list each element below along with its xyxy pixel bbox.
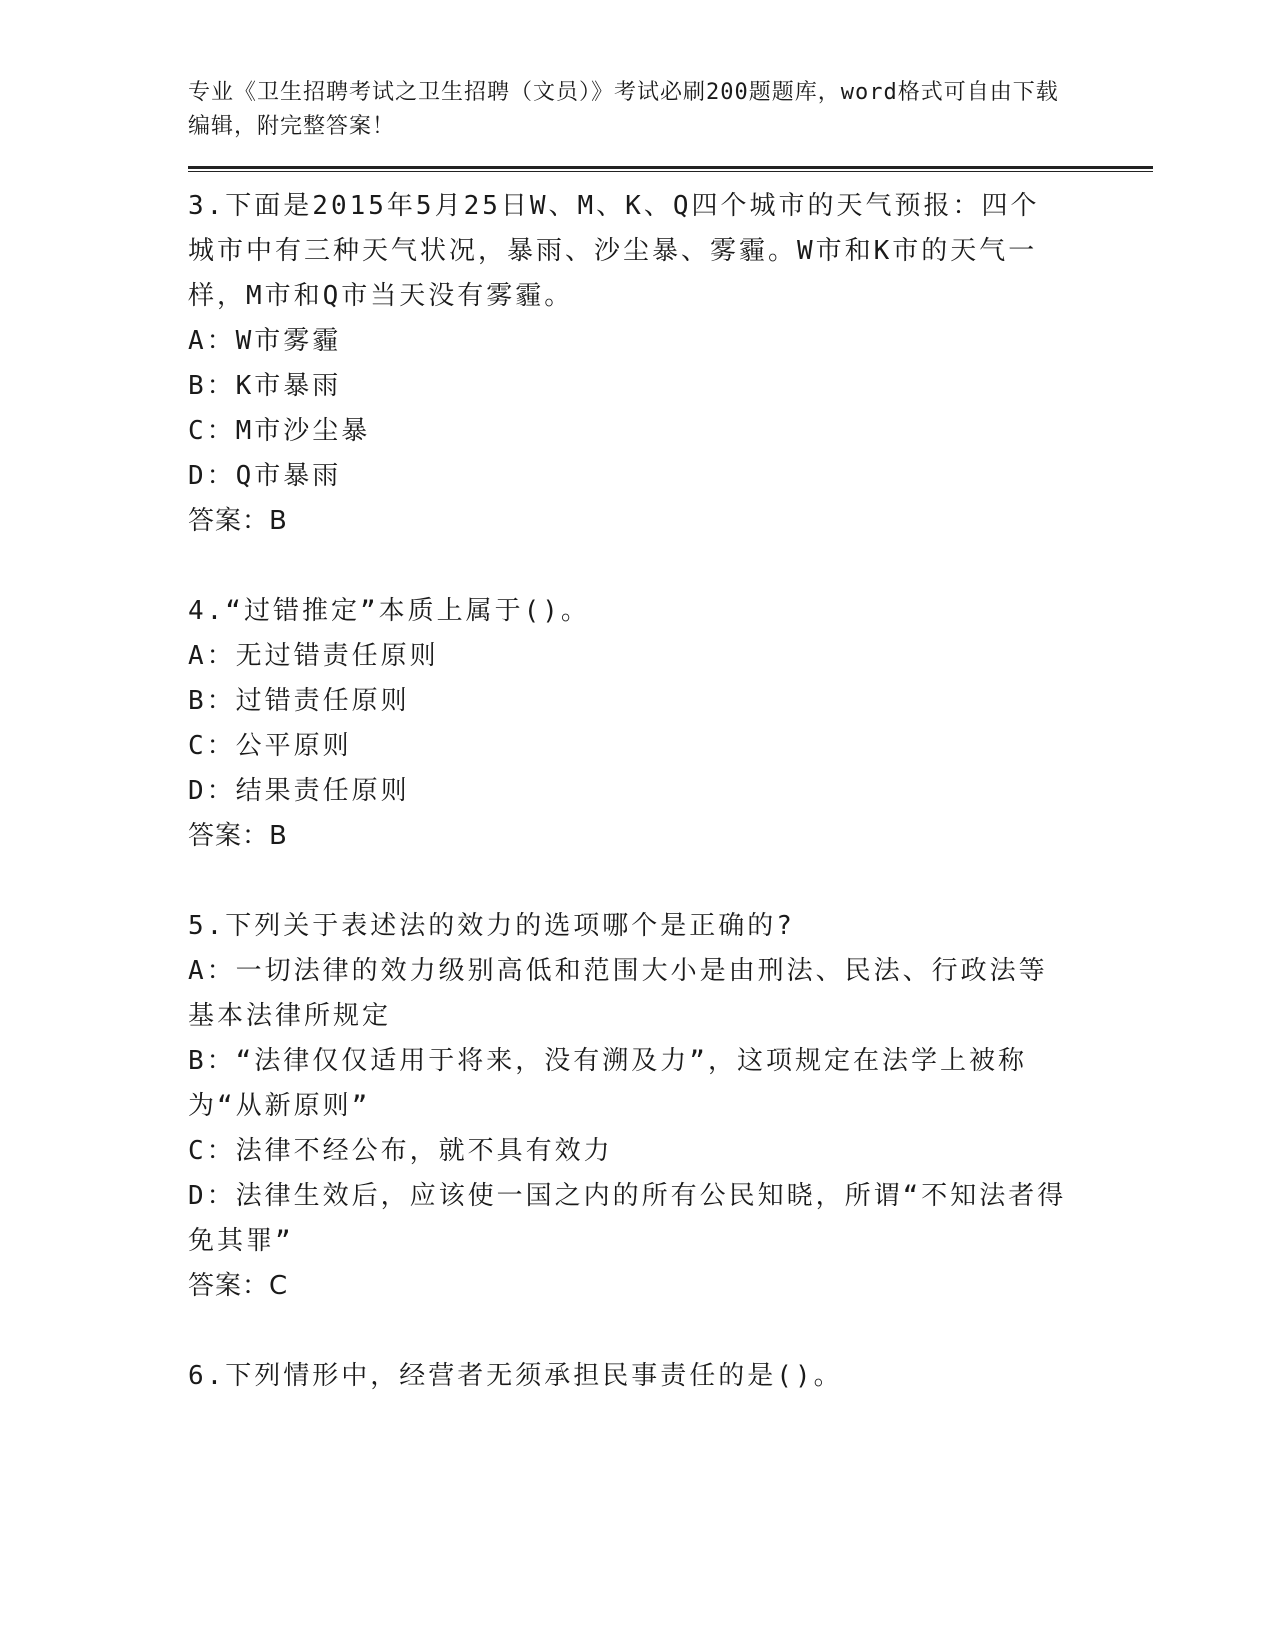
option-c: C：法律不经公布，就不具有效力 <box>188 1136 613 1166</box>
question-stem: 5.下列关于表述法的效力的选项哪个是正确的? <box>188 911 795 941</box>
question-stem: 6.下列情形中，经营者无须承担民事责任的是()。 <box>188 1361 843 1391</box>
question-3 <box>188 184 1068 544</box>
question-spacer <box>188 859 1088 904</box>
question-stem: 4.“过错推定”本质上属于()。 <box>188 596 590 626</box>
question-spacer <box>188 544 1088 589</box>
answer-line: 答案：B <box>188 506 288 536</box>
answer-line: 答案：B <box>188 821 288 851</box>
option-d: D：法律生效后，应该使一国之内的所有公民知晓，所谓“不知法者得免其罪” <box>188 1181 1067 1256</box>
question-4 <box>188 589 1068 859</box>
question-6 <box>188 1354 1068 1399</box>
option-b: B：K市暴雨 <box>188 371 342 401</box>
document-page <box>188 70 1088 1399</box>
option-c: C：公平原则 <box>188 731 352 761</box>
header-divider <box>188 166 1153 172</box>
question-spacer <box>188 1309 1088 1354</box>
option-d: D：结果责任原则 <box>188 776 410 806</box>
option-a: A：一切法律的效力级别高低和范围大小是由刑法、民法、行政法等基本法律所规定 <box>188 956 1048 1031</box>
answer-line: 答案：C <box>188 1271 289 1301</box>
option-d: D：Q市暴雨 <box>188 461 342 491</box>
question-stem: 3.下面是2015年5月25日W、M、K、Q四个城市的天气预报：四个城市中有三种天气状况，暴雨、沙尘暴、雾霾。W市和K市的天气一样，M市和Q市当天没有雾霾。 <box>188 191 1040 311</box>
option-a: A：W市雾霾 <box>188 326 342 356</box>
option-b: B：“法律仅仅适用于将来，没有溯及力”，这项规定在法学上被称为“从新原则” <box>188 1046 1027 1121</box>
option-c: C：M市沙尘暴 <box>188 416 371 446</box>
option-b: B：过错责任原则 <box>188 686 410 716</box>
question-5 <box>188 904 1068 1309</box>
document-header: 专业《卫生招聘考试之卫生招聘（文员）》考试必刷200题题库，word格式可自由下载编辑，附完整答案！ <box>188 80 1059 139</box>
option-a: A：无过错责任原则 <box>188 641 439 671</box>
